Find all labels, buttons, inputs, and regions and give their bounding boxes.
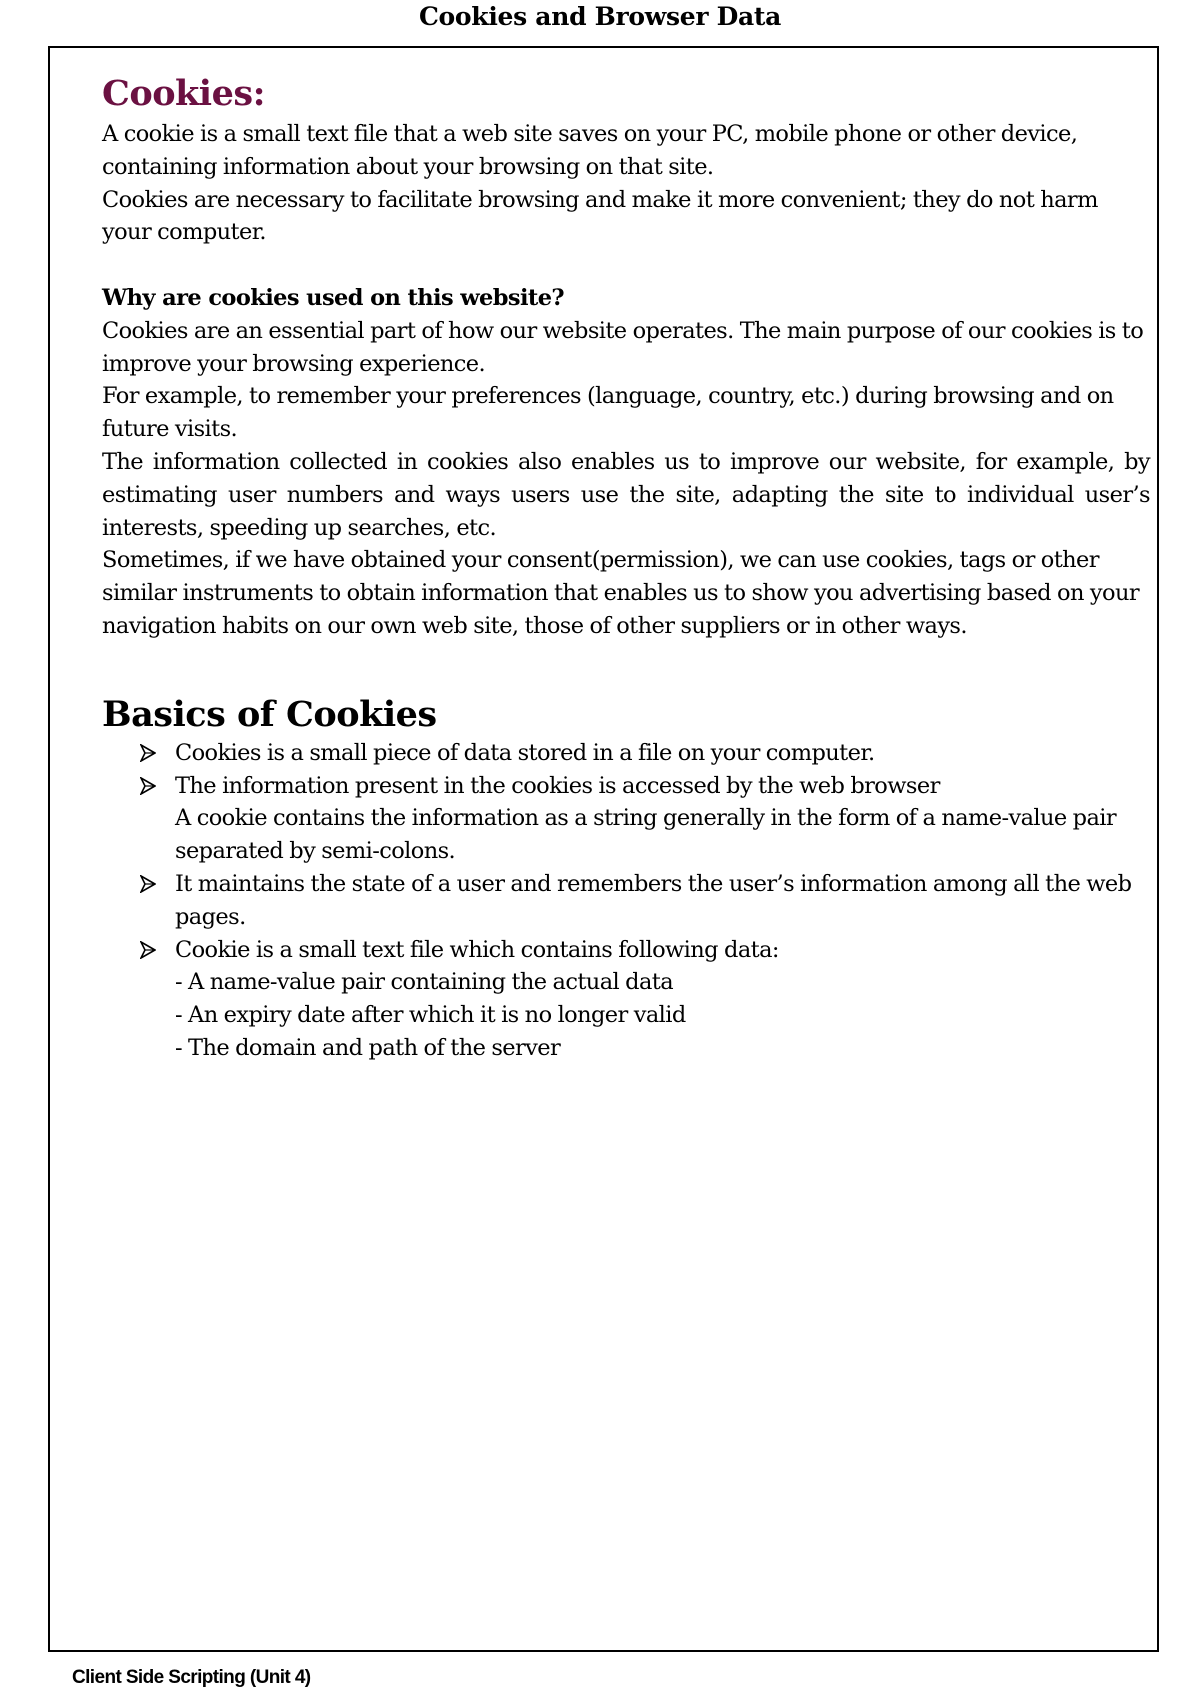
arrowhead-bullet-icon [140,777,156,795]
bullet-subline: - The domain and path of the server [175,1034,561,1061]
bullet-subline: - A name-value pair containing the actual data [175,969,674,996]
example-paragraph: For example, to remember your preferences (language, country, etc.) during browsing and on future visits. [102,383,1114,443]
basics-bullet-item [102,868,1185,934]
page-footer: Client Side Scripting (Unit 4) [72,1667,311,1688]
paragraph-spacer [102,249,1150,282]
bullet-text-4: Cookie is a small text file which contains following data: [175,936,779,963]
basics-heading: Basics of Cookies [102,693,437,735]
basics-bullet-item [102,934,1185,1065]
page-header-title: Cookies and Browser Data [418,2,782,31]
basics-bullet-list [102,737,1150,1065]
advertising-paragraph: Sometimes, if we have obtained your consent(permission), we can use cookies, tags or other similar instruments to obtain information that enables us to show you advertising based on your navigation habits on our own web site, those of other suppliers or in other ways. [102,547,1140,639]
arrowhead-bullet-icon [140,941,156,959]
information-paragraph: The information collected in cookies also enables us to improve our website, for example, by estimating user numbers and ways users use the site, adapting the site to individual user’s interests, speeding up searches, etc. [102,448,1150,541]
purpose-paragraph: Cookies are an essential part of how our website operates. The main purpose of our cookies is to improve your browsing experience. [102,317,1144,377]
intro-paragraph-1: A cookie is a small text file that a web site saves on your PC, mobile phone or other device, containing information about your browsing on that site. [102,121,1078,180]
bullet-subline: - An expiry date after which it is no longer valid [175,1002,686,1029]
basics-bullet-item [102,737,1185,770]
basics-bullet-item [102,770,1185,868]
content-body [102,70,1150,1065]
bullet-text-2: The information present in the cookies is accessed by the web browser [175,772,940,799]
bullet-subline: A cookie contains the information as a string generally in the form of a name-value pair separated by semi-colons. [175,805,1117,865]
arrowhead-bullet-icon [140,744,156,762]
bullet-text-1: Cookies is a small piece of data stored in a file on your computer. [175,739,875,766]
why-cookies-subheading: Why are cookies used on this website? [102,284,565,311]
arrowhead-bullet-icon [140,875,156,893]
cookies-heading: Cookies: [102,73,265,114]
bullet-text-3: It maintains the state of a user and remembers the user’s information among all the web pages. [175,870,1132,930]
intro-paragraph-2: Cookies are necessary to facilitate browsing and make it more convenient; they do not harm your computer. [102,186,1098,246]
content-frame [48,46,1159,1652]
